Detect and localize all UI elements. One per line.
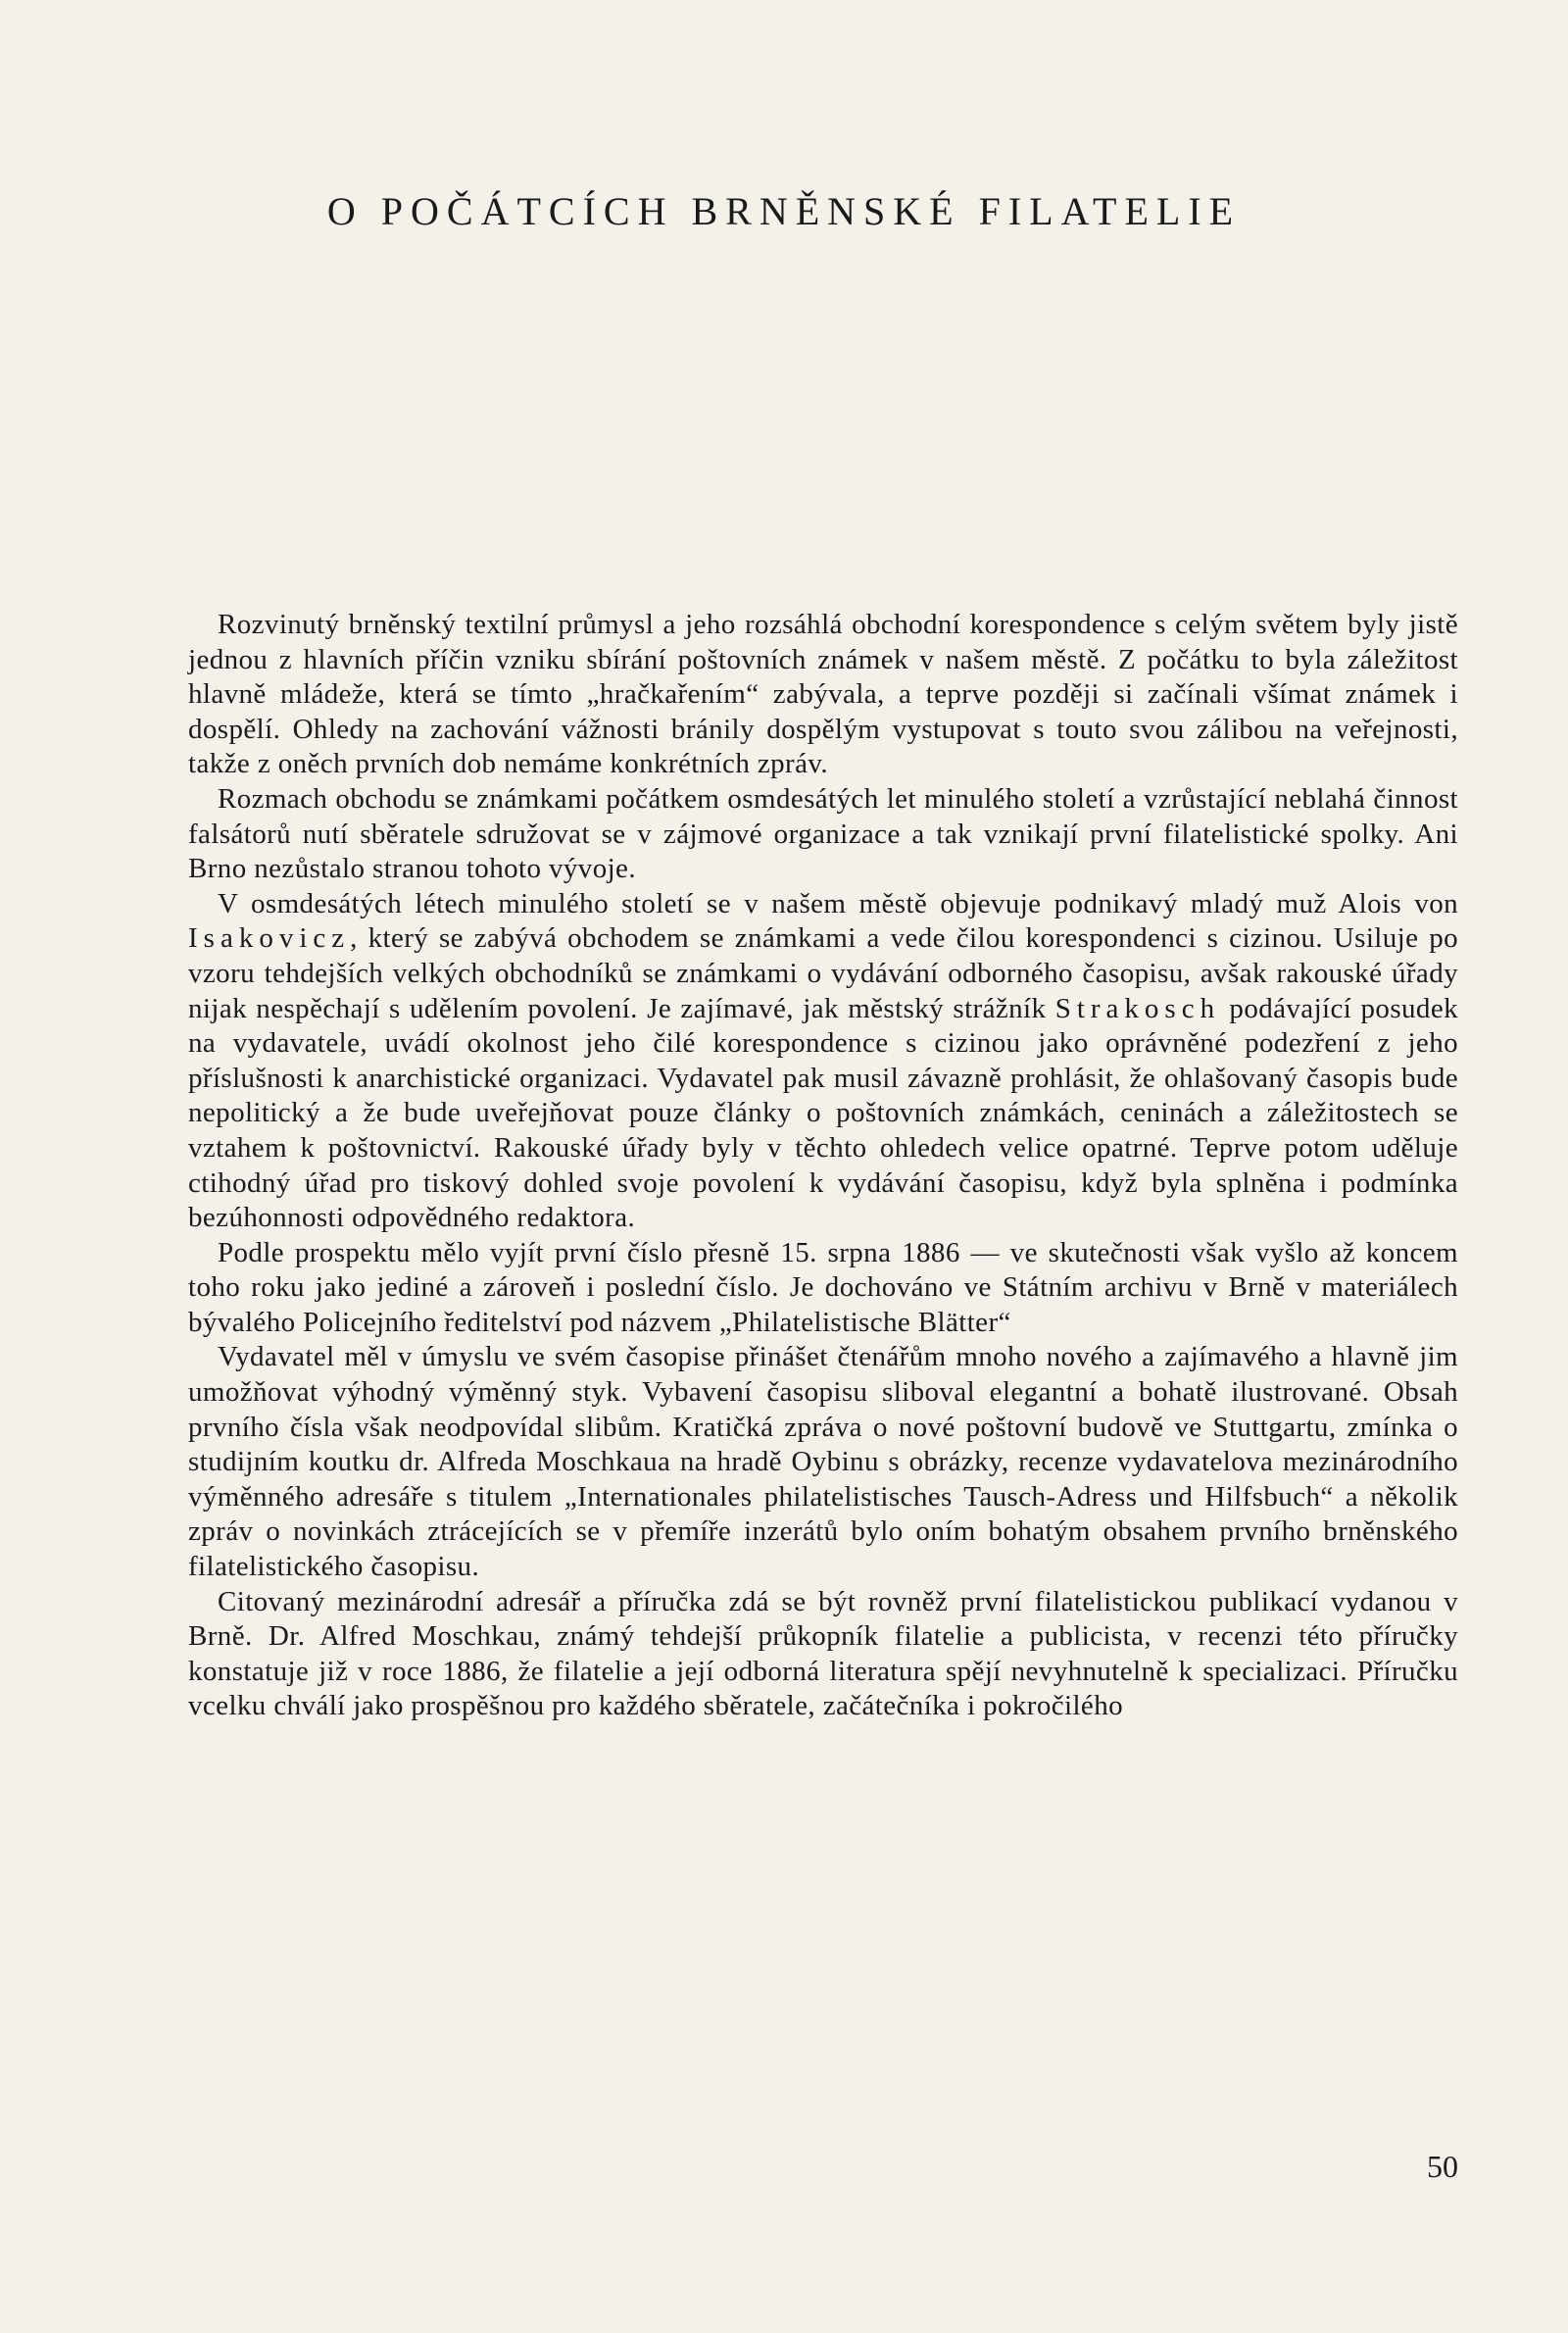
paragraph-3-part-1: V osmdesátých létech minulého století se v našem městě objevuje podnikavý mladý muž Alois von	[218, 887, 1458, 919]
paragraph-1: Rozvinutý brněnský textilní průmysl a jeho rozsáhlá obchodní korespondence s celým světem byly jistě jednou z hlavních příčin vzniku sbírání poštovních známek v našem městě. Z počátku to byla záležitost hlavně mládeže, která se tímto „hračkařením“ zabývala, a teprve později si začínali všímat známek i dospělí. Ohledy na zachování vážnosti bránily dospělým vystupovat s touto svou zálibou na veřejnosti, takže z oněch prvních dob nemáme konkrétních zpráv.	[188, 609, 1458, 780]
paragraph-3-part-2: , který se zabývá obchodem se známkami a vede čilou korespondenci s cizinou. Usiluje po vzoru tehdejších velkých obchodníků se známkami o vydávání odborného časopisu, avšak rakouské úřady nijak nespěchají s udělením povolení. Je zajímavé, jak městský strážník	[188, 922, 1458, 1024]
paragraph-5: Vydavatel měl v úmyslu ve svém časopise přinášet čtenářům mnoho nového a zajímavého a hlavně jim umožňovat výhodný výměnný styk. Vybavení časopisu sliboval elegantní a bohatě ilustrované. Obsah prvního čísla však neodpovídal slibům. Kratičká zpráva o nové poštovní budově ve Stuttgartu, zmínka o studijním koutku dr. Alfreda Moschkaua na hradě Oybinu s obrázky, recenze vydavatelova mezinárodního výměnného adresáře s titulem „Internationales philatelistisches Tausch-Adress und Hilfsbuch“ a několik zpráv o novinkách ztrácejících se v přemíře inzerátů bylo oním bohatým obsahem prvního brněnského filatelistického časopisu.	[188, 1341, 1458, 1583]
paragraph-2: Rozmach obchodu se známkami počátkem osmdesátých let minulého století a vzrůstající neblahá činnost falsátorů nutí sběratele sdružovat se v zájmové organizace a tak vznikají první filatelistické spolky. Ani Brno nezůstalo stranou tohoto vývoje.	[188, 782, 1458, 885]
person-name-strakosch: Strakosch	[1054, 992, 1221, 1024]
article-title: O POČÁTCÍCH BRNĚNSKÉ FILATELIE	[326, 189, 1242, 233]
article-body	[188, 608, 1458, 1724]
paragraph-3	[188, 887, 1458, 1236]
paragraph-4: Podle prospektu mělo vyjít první číslo přesně 15. srpna 1886 — ve skutečnosti však vyšlo až koncem toho roku jako jediné a zároveň i poslední číslo. Je dochováno ve Státním archivu v Brně v materiálech bývalého Policejního ředitelství pod názvem „Philatelistische Blätter“	[188, 1236, 1458, 1338]
person-name-isakovicz: Isakovicz	[188, 922, 351, 955]
paragraph-3-part-3: podávající posudek na vydavatele, uvádí okolnost jeho čilé korespondence s cizinou jako oprávněné podezření z jeho příslušnosti k anarchistické organizaci. Vydavatel pak musil závazně prohlásit, že ohlašovaný časopis bude nepolitický a že bude uveřejňovat pouze články o poštovních známkách, ceninách a záležitostech se vztahem k poštovnictví. Rakouské úřady byly v těchto ohledech velice opatrné. Teprve potom uděluje ctihodný úřad pro tiskový dohled svoje povolení k vydávání časopisu, když byla splněna i podmínka bezúhonnosti odpovědného redaktora.	[188, 992, 1458, 1234]
paragraph-6: Citovaný mezinárodní adresář a příručka zdá se být rovněž první filatelistickou publikací vydanou v Brně. Dr. Alfred Moschkau, známý tehdejší průkopník filatelie a publicista, v recenzi této příručky konstatuje již v roce 1886, že filatelie a její odborná literatura spějí nevyhnutelně k specializaci. Příručku vcelku chválí jako prospěšnou pro každého sběratele, začátečníka i pokročilého	[188, 1585, 1458, 1722]
page-number: 50	[1427, 2149, 1458, 2184]
